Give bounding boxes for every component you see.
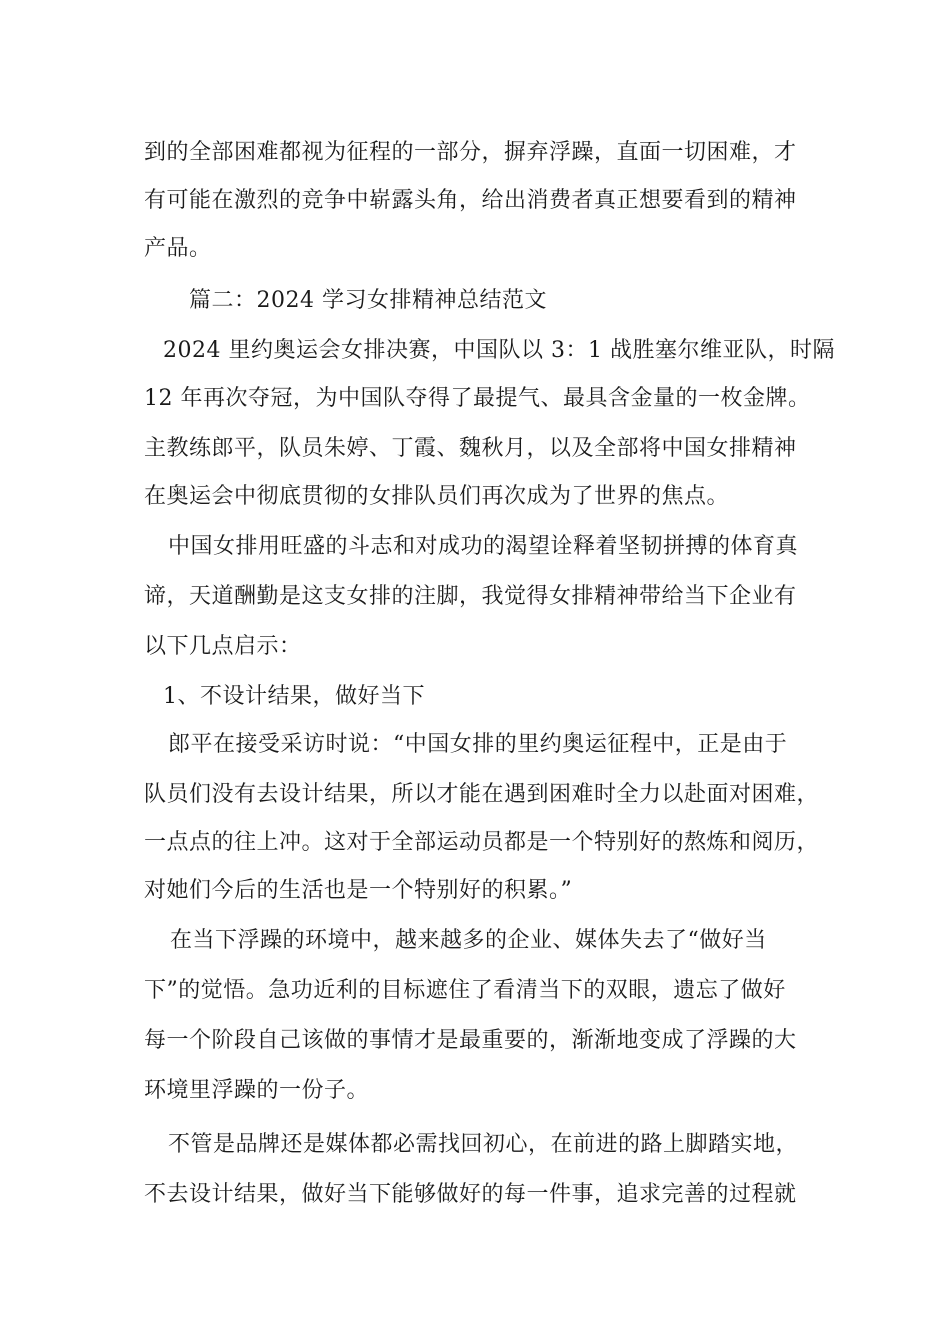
paragraph-first-line: 不管是品牌还是媒体都必需找回初心，在前进的路上脚踏实地， bbox=[168, 1132, 799, 1157]
body-text-line: 对她们今后的生活也是一个特别好的积累。” bbox=[144, 878, 573, 903]
body-text-line: 环境里浮躁的一份子。 bbox=[144, 1078, 370, 1103]
section-heading: 篇二：2024 学习女排精神总结范文 bbox=[189, 288, 547, 313]
body-text-line: 下”的觉悟。急功近利的目标遮住了看清当下的双眼，遗忘了做好 bbox=[144, 978, 786, 1003]
body-text-line: 到的全部困难都视为征程的一部分，摒弃浮躁，直面一切困难，才 bbox=[144, 140, 797, 165]
body-text-line: 在奥运会中彻底贯彻的女排队员们再次成为了世界的焦点。 bbox=[144, 484, 730, 509]
subheading: 1、不设计结果，做好当下 bbox=[163, 684, 425, 709]
body-text-line: 每一个阶段自己该做的事情才是最重要的，渐渐地变成了浮躁的大 bbox=[144, 1028, 797, 1053]
body-text-line: 队员们没有去设计结果，所以才能在遇到困难时全力以赴面对困难， bbox=[144, 782, 820, 807]
paragraph-first-line: 中国女排用旺盛的斗志和对成功的渴望诠释着坚韧拼搏的体育真 bbox=[168, 534, 799, 559]
body-text-line: 12 年再次夺冠，为中国队夺得了最提气、最具含金量的一枚金牌。 bbox=[144, 386, 811, 411]
body-text-line: 产品。 bbox=[144, 236, 212, 261]
body-text-line: 主教练郎平，队员朱婷、丁霞、魏秋月，以及全部将中国女排精神 bbox=[144, 436, 797, 461]
paragraph-first-line: 在当下浮躁的环境中，越来越多的企业、媒体失去了“做好当 bbox=[170, 928, 767, 953]
body-text-line: 有可能在激烈的竞争中崭露头角，给出消费者真正想要看到的精神 bbox=[144, 188, 797, 213]
body-text-line: 以下几点启示： bbox=[144, 634, 302, 659]
body-text-line: 一点点的往上冲。这对于全部运动员都是一个特别好的熬炼和阅历， bbox=[144, 830, 820, 855]
paragraph-first-line: 郎平在接受采访时说：“中国女排的里约奥运征程中，正是由于 bbox=[168, 732, 788, 757]
paragraph-first-line: 2024 里约奥运会女排决赛，中国队以 3：1 战胜塞尔维亚队，时隔 bbox=[163, 338, 835, 363]
body-text-line: 不去设计结果，做好当下能够做好的每一件事，追求完善的过程就 bbox=[144, 1182, 797, 1207]
body-text-line: 谛，天道酬勤是这支女排的注脚，我觉得女排精神带给当下企业有 bbox=[144, 584, 797, 609]
